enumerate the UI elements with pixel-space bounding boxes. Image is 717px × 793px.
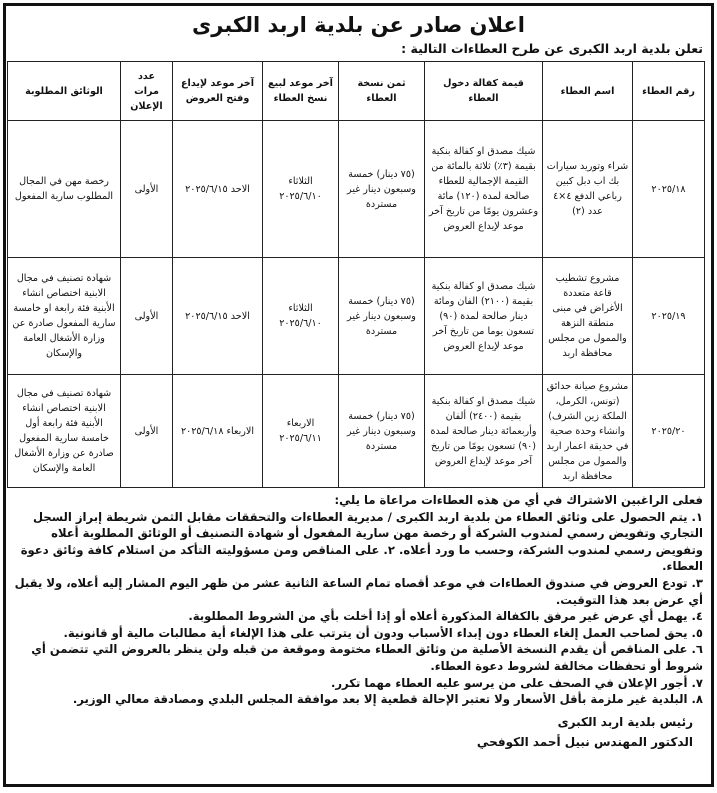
tender-times: الأولى [121,258,173,375]
tender-price: (٧٥ دينار) خمسة وسبعون دينار غير مستردة [339,375,425,488]
table-row [8,375,705,488]
header-documents: الوثائق المطلوبة [8,62,121,121]
tender-price: (٧٥ دينار) خمسة وسبعون دينار غير مستردة [339,258,425,375]
signature-block [12,712,693,752]
tender-sale-deadline: الثلاثاء ٢٠٢٥/٦/١٠ [263,121,339,258]
announcement-intro: تعلن بلدية اربد الكبرى عن طرح العطاءات التالية : [401,41,703,56]
header-number: رقم العطاء [633,62,705,121]
header-price: ثمن نسخة العطاء [339,62,425,121]
tender-name: شراء وتوريد سيارات بك اب دبل كبين رباعي الدفع ٤×٤ عدد (٢) [543,121,633,258]
term-item: ٨. البلدية غير ملزمة بأقل الأسعار ولا تعتبر الإحالة قطعية إلا بعد موافقة المجلس البلدي ومصادقة معالي الوزير. [72,692,703,707]
signature-name: الدكتور المهندس نبيل أحمد الكوفحي [476,734,693,749]
table-header-row [8,62,705,121]
term-item: ١. يتم الحصول على وثائق العطاء من بلدية اربد الكبرى / مديرية العطاءات والتحققات مقابل الثمن شريطة إبراز السجل التجاري وتفويض رسمي لمندوب الشركة أو رخصة مهن سارية المفعول أو شهادة التصنيف أو الوثائق المطلوبة أعلاه وتفويض رسمي لمندوب الشركة، وحسب ما ورد أعلاه. ٢. على المناقص ومن مسؤوليته التأكد من استلام كافة وثائق دعوة العطاء. [20,509,703,574]
tenders-table [7,61,705,488]
tender-number: ٢٠٢٥/٢٠ [633,375,705,488]
term-item: ٥. يحق لصاحب العمل إلغاء العطاء دون إبداء الأسباب ودون أن يترتب على هذا الإلغاء أية مطالبات مالية أو قانونية. [63,625,703,640]
tender-number: ٢٠٢٥/١٨ [633,121,705,258]
header-times: عدد مرات الإعلان [121,62,173,121]
tender-guarantee: شيك مصدق او كفالة بنكية بقيمة (٢١٠٠) الفان ومائة دينار صالحة لمدة (٩٠) تسعون يوما من تاريخ آخر موعد لإيداع العروض [425,258,543,375]
term-item: ٦. على المناقص أن يقدم النسخة الأصلية من وثائق العطاء مختومة وموقعة من قبله ولن ينظر بالعروض التي تتضمن أي شروط أو تحفظات مخالفة لشروط دعوة العطاء. [31,642,703,673]
term-item: ٤. يهمل أي عرض غير مرفق بالكفالة المذكورة أعلاه أو إذا أخلت بأي من الشروط المطلوبة. [188,609,703,624]
tender-announcement [3,3,714,787]
tender-documents: رخصة مهن في المجال المطلوب سارية المفعول [8,121,121,258]
tender-times: الأولى [121,375,173,488]
tender-guarantee: شيك مصدق او كفالة بنكية بقيمة (٣٪) ثلاثة بالمائة من القيمة الإجمالية للعطاء صالحة لمدة (١٢٠) مائة وعشرون يومًا من تاريخ آخر موعد لإيداع العروض [425,121,543,258]
tender-open-deadline: الاحد ٢٠٢٥/٦/١٥ [173,121,263,258]
tender-documents: شهادة تصنيف في مجال الابنية اختصاص انشاء الأبنية فئة رابعة أول خامسة سارية المفعول صادرة عن وزارة الأشغال العامة والإسكان [8,375,121,488]
tender-open-deadline: الاحد ٢٠٢٥/٦/١٥ [173,258,263,375]
header-name: اسم العطاء [543,62,633,121]
tender-number: ٢٠٢٥/١٩ [633,258,705,375]
tender-sale-deadline: الثلاثاء ٢٠٢٥/٦/١٠ [263,258,339,375]
announcement-title: اعلان صادر عن بلدية اربد الكبرى [192,13,525,37]
terms-heading: فعلى الراغبين الاشتراك في أي من هذه العطاءات مراعاة ما يلي: [334,493,703,507]
term-item: ٣. تودع العروض في صندوق العطاءات في موعد أقصاه تمام الساعة الثانية عشر من ظهر اليوم المشار إليه أعلاه، ولا يقبل أي عرض بعد هذا التوقيت. [14,575,703,607]
header-open-deadline: آخر موعد لإيداع وفتح العروض [173,62,263,121]
term-item: ٧. أجور الإعلان في الصحف على من يرسو عليه العطاء مهما تكرر. [330,675,703,690]
tender-price: (٧٥ دينار) خمسة وسبعون دينار غير مستردة [339,121,425,258]
header-sale-deadline: آخر موعد لبيع نسخ العطاء [263,62,339,121]
table-row [8,121,705,258]
header-guarantee: قيمة كفالة دخول العطاء [425,62,543,121]
tender-documents: شهادة تصنيف في مجال الابنية اختصاص انشاء الأبنية فئة رابعة او خامسة سارية المفعول صادرة عن وزارة الأشغال العامة والإسكان [8,258,121,375]
tender-name: مشروع تشطيب قاعة متعددة الأغراض في مبنى منطقة النزهة والممول من مجلس محافظة اربد [543,258,633,375]
tender-open-deadline: الاربعاء ٢٠٢٥/٦/١٨ [173,375,263,488]
tender-sale-deadline: الاربعاء ٢٠٢٥/٦/١١ [263,375,339,488]
signature-role: رئيس بلدية اربد الكبرى [557,714,693,729]
tender-name: مشروع صيانة حدائق (تونس، الكرمل، الملكة زين الشرف) وانشاء وحدة صحية في حديقة اعمار اربد والممول من مجلس محافظة اربد [543,375,633,488]
table-row [8,258,705,375]
terms-section [12,492,705,708]
tender-guarantee: شيك مصدق او كفالة بنكية بقيمة (٢٤٠٠) ألفان وأربعمائة دينار صالحة لمدة (٩٠) تسعون يومًا من تاريخ آخر موعد لإيداع العروض [425,375,543,488]
tender-times: الأولى [121,121,173,258]
